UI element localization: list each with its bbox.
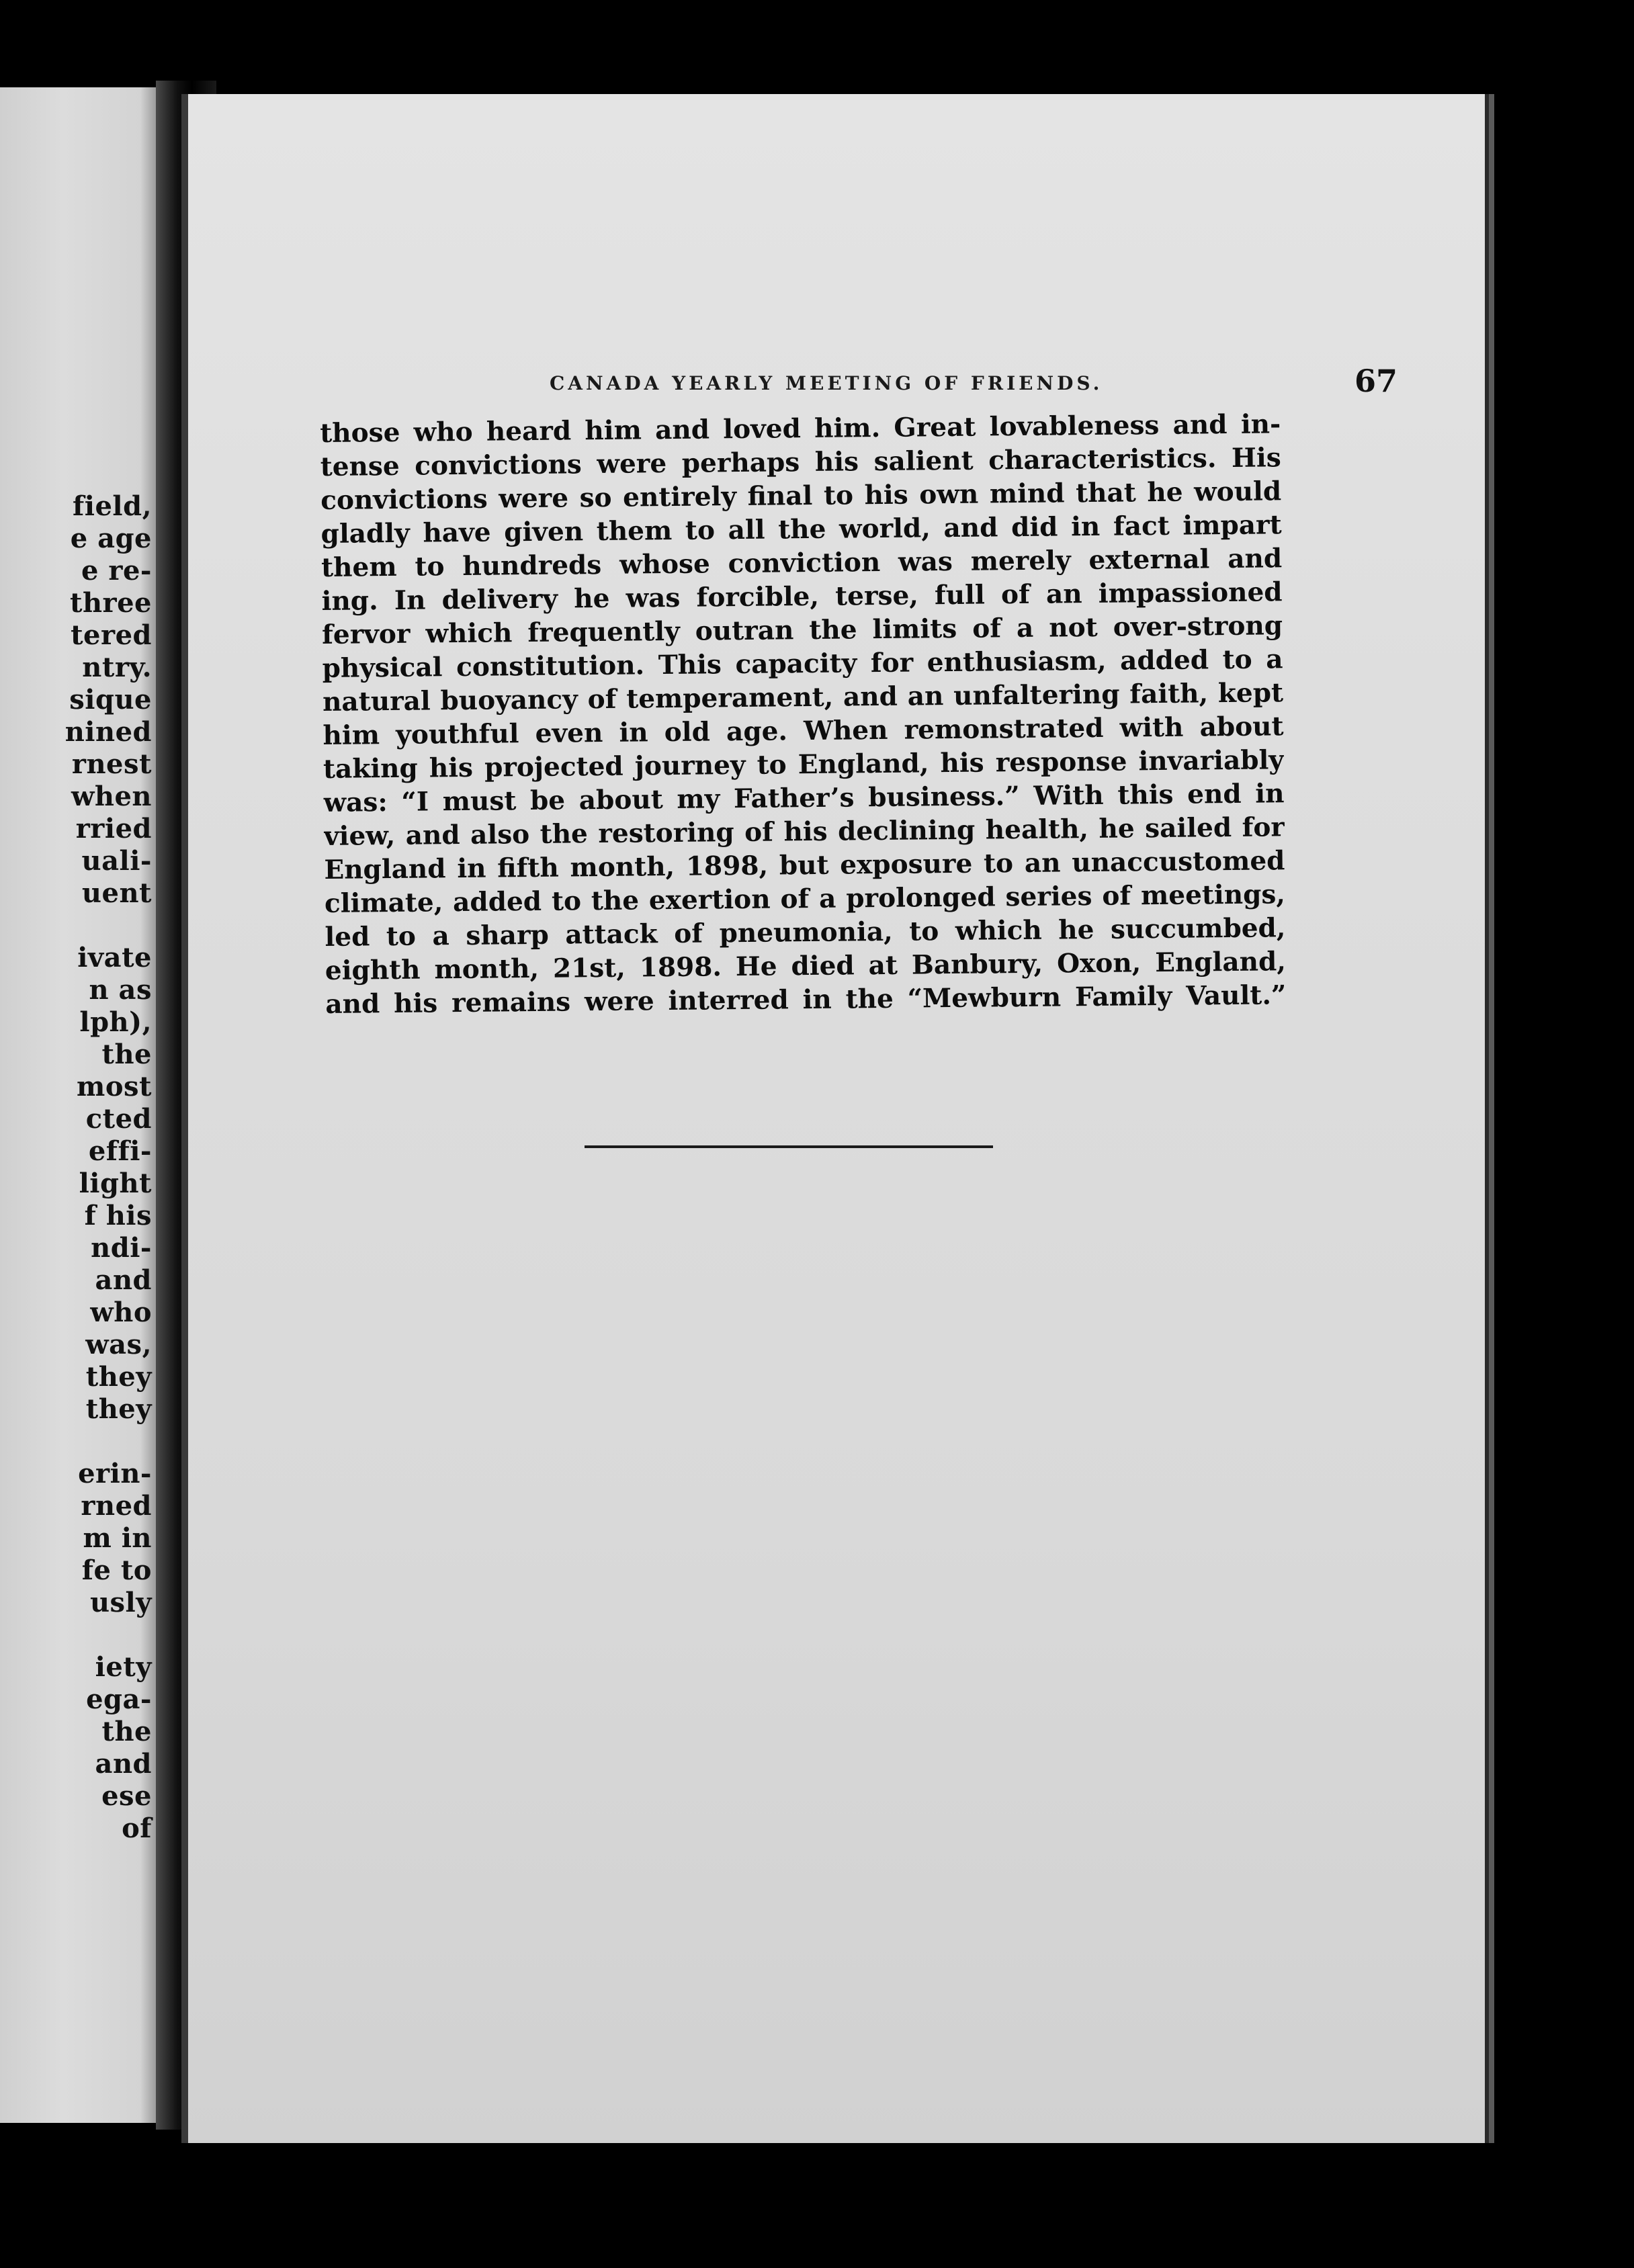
current-page [181,94,1485,2143]
previous-page-line: of [122,1813,152,1844]
text-line: ing. In delivery he was forcible, terse, full of an impassioned [321,576,1283,617]
previous-page-line: effi- [88,1135,152,1167]
section-rule [585,1145,993,1148]
text-line: taking his projected journey to England, his response invariably [322,744,1285,785]
text-line: eighth month, 21st, 1898. He died at Banbury, Oxon, England, [325,946,1287,986]
previous-page-line: uali- [81,845,152,877]
text-line: convictions were so entirely final to his own mind that he would [320,476,1282,516]
previous-page-line: who [90,1297,152,1328]
previous-page-line: erin- [78,1458,152,1489]
previous-page-line: lph), [79,1006,152,1038]
previous-page-line: and [95,1748,152,1780]
previous-page-line: fe to [81,1555,152,1586]
running-head [296,363,1398,410]
previous-page-line: three [69,587,152,619]
previous-page-text [0,87,156,2123]
text-line: England in fifth month, 1898, but exposure to an unaccustomed [324,845,1285,885]
text-line: those who heard him and loved him. Great lovableness and in- [320,408,1281,449]
previous-page-line: the [101,1716,152,1747]
previous-page-line: iety [95,1651,152,1683]
text-line: climate, added to the exertion of a prolonged series of meetings, [324,879,1286,919]
previous-page-line: light [79,1168,152,1199]
previous-page-line: tered [71,619,152,651]
previous-page-line: usly [89,1587,152,1618]
previous-page-line: ntry. [82,652,152,683]
previous-page-line: n as [89,974,152,1006]
previous-page-line: rnest [71,748,152,780]
previous-page-line: rned [81,1490,152,1522]
previous-page-line: rried [75,813,152,844]
previous-page-line: ese [101,1780,152,1812]
previous-page-line: nined [64,716,152,748]
previous-page-line: uent [81,877,152,909]
previous-page-line: e age [70,523,152,554]
previous-page-line: most [77,1071,152,1102]
text-line: and his remains were interred in the “Mewburn Family Vault.” [325,979,1287,1020]
previous-page-line: they [85,1393,152,1425]
previous-page-line: they [85,1361,152,1393]
previous-page-line: ivate [77,942,152,973]
text-line: physical constitution. This capacity for enthusiasm, added to a [322,644,1283,684]
text-line: him youthful even in old age. When remonstrated with about [322,711,1284,751]
previous-page-line: cted [85,1103,152,1135]
previous-page-line: and [95,1264,152,1296]
running-title: CANADA YEARLY MEETING OF FRIENDS. [550,372,1103,394]
text-line: natural buoyancy of temperament, and an unfaltering faith, kept [322,677,1284,717]
text-line: fervor which frequently outran the limits of a not over-strong [321,610,1283,650]
previous-page-line: ndi- [91,1232,152,1264]
previous-page-line: e re- [81,555,152,586]
text-line: tense convictions were perhaps his salient characteristics. His [320,442,1281,482]
previous-page-line: f his [84,1200,152,1231]
text-line: them to hundreds whose conviction was merely external and [320,543,1283,583]
previous-page-line: m in [83,1522,152,1554]
text-line: was: “I must be about my Father’s business.” With this end in [323,778,1285,818]
text-line: gladly have given them to all the world, and did in fact impart [320,509,1282,550]
body-paragraph [320,407,1287,1021]
text-line: led to a sharp attack of pneumonia, to which he succumbed, [325,912,1286,953]
previous-page-line: the [101,1039,152,1070]
text-line: view, and also the restoring of his declining health, he sailed for [323,812,1285,852]
previous-page-line: when [71,781,152,812]
previous-page-line: was, [85,1329,152,1360]
previous-page [0,87,156,2123]
previous-page-line: ega- [86,1684,152,1715]
previous-page-line: sique [69,684,152,715]
previous-page-line: field, [73,490,152,522]
page-number: 67 [1354,363,1398,399]
